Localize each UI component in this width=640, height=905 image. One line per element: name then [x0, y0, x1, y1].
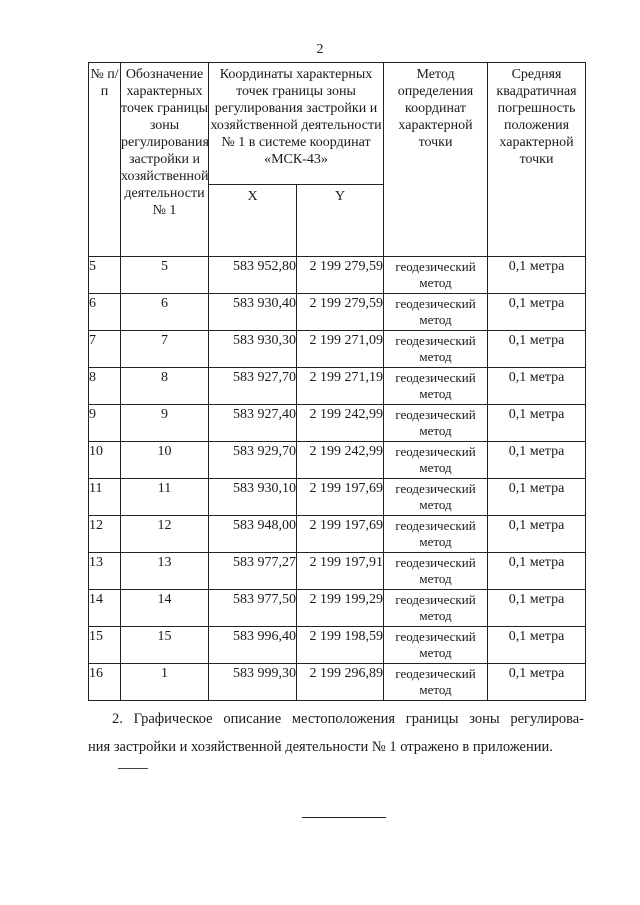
- cell-coordinate-y: 2 199 279,59: [297, 294, 384, 331]
- table-row: [89, 331, 586, 368]
- cell-method: геодезический метод: [384, 553, 488, 590]
- paragraph-line-2: ния застройки и хозяйственной деятельности № 1 отражено в приложении.: [88, 739, 553, 755]
- cell-number: 13: [89, 553, 121, 590]
- header-designation: Обозначение характерных точек границы зоны регулирования застройки и хозяйственной деятельности № 1: [121, 63, 209, 257]
- cell-method: геодезический метод: [384, 664, 488, 701]
- cell-coordinate-y: 2 199 279,59: [297, 257, 384, 294]
- cell-accuracy: 0,1 метра: [488, 331, 586, 368]
- page-number: 2: [316, 42, 324, 57]
- cell-point-designation: 7: [121, 331, 209, 368]
- cell-coordinate-y: 2 199 271,09: [297, 331, 384, 368]
- cell-accuracy: 0,1 метра: [488, 664, 586, 701]
- cell-coordinate-x: 583 930,40: [209, 294, 297, 331]
- table-row: [89, 257, 586, 294]
- cell-number: 10: [89, 442, 121, 479]
- cell-method: геодезический метод: [384, 257, 488, 294]
- cell-method: геодезический метод: [384, 405, 488, 442]
- cell-coordinate-y: 2 199 197,69: [297, 479, 384, 516]
- cell-coordinate-y: 2 199 198,59: [297, 627, 384, 664]
- cell-accuracy: 0,1 метра: [488, 590, 586, 627]
- cell-accuracy: 0,1 метра: [488, 479, 586, 516]
- cell-coordinate-x: 583 996,40: [209, 627, 297, 664]
- cell-accuracy: 0,1 метра: [488, 368, 586, 405]
- cell-point-designation: 15: [121, 627, 209, 664]
- cell-number: 5: [89, 257, 121, 294]
- header-y: Y: [297, 185, 384, 257]
- table-row: [89, 627, 586, 664]
- cell-coordinate-y: 2 199 271,19: [297, 368, 384, 405]
- table-row: [89, 405, 586, 442]
- cell-point-designation: 10: [121, 442, 209, 479]
- table-row: [89, 553, 586, 590]
- cell-number: 7: [89, 331, 121, 368]
- cell-coordinate-y: 2 199 197,91: [297, 553, 384, 590]
- header-method: Метод определения координат характерной точки: [384, 63, 488, 257]
- cell-coordinate-x: 583 930,10: [209, 479, 297, 516]
- header-x: X: [209, 185, 297, 257]
- cell-coordinate-x: 583 930,30: [209, 331, 297, 368]
- margin-mark: [118, 768, 148, 769]
- cell-coordinate-x: 583 929,70: [209, 442, 297, 479]
- table-row: [89, 516, 586, 553]
- cell-number: 8: [89, 368, 121, 405]
- cell-point-designation: 11: [121, 479, 209, 516]
- cell-method: геодезический метод: [384, 368, 488, 405]
- cell-point-designation: 5: [121, 257, 209, 294]
- cell-coordinate-y: 2 199 199,29: [297, 590, 384, 627]
- cell-coordinate-y: 2 199 197,69: [297, 516, 384, 553]
- cell-number: 11: [89, 479, 121, 516]
- header-num: № п/п: [89, 63, 121, 257]
- cell-coordinate-x: 583 927,40: [209, 405, 297, 442]
- cell-coordinate-x: 583 948,00: [209, 516, 297, 553]
- cell-method: геодезический метод: [384, 590, 488, 627]
- cell-point-designation: 9: [121, 405, 209, 442]
- cell-coordinate-y: 2 199 242,99: [297, 405, 384, 442]
- cell-point-designation: 1: [121, 664, 209, 701]
- table-row: [89, 590, 586, 627]
- header-accuracy: Средняя квадратичная погрешность положения характерной точки: [488, 63, 586, 257]
- cell-point-designation: 13: [121, 553, 209, 590]
- cell-number: 9: [89, 405, 121, 442]
- cell-method: геодезический метод: [384, 627, 488, 664]
- cell-method: геодезический метод: [384, 331, 488, 368]
- header-coordinates: Координаты характерных точек границы зоны регулирования застройки и хозяйственной деятельности № 1 в системе координат «МСК-43»: [209, 63, 384, 185]
- paragraph-line-1: 2. Графическое описание местоположения границы зоны регулирова-: [112, 711, 584, 727]
- cell-number: 14: [89, 590, 121, 627]
- cell-number: 6: [89, 294, 121, 331]
- table-row: [89, 442, 586, 479]
- cell-coordinate-x: 583 977,50: [209, 590, 297, 627]
- cell-number: 12: [89, 516, 121, 553]
- cell-accuracy: 0,1 метра: [488, 627, 586, 664]
- cell-coordinate-y: 2 199 296,89: [297, 664, 384, 701]
- cell-coordinate-x: 583 952,80: [209, 257, 297, 294]
- cell-coordinate-x: 583 999,30: [209, 664, 297, 701]
- cell-method: геодезический метод: [384, 294, 488, 331]
- cell-method: геодезический метод: [384, 516, 488, 553]
- paragraph-graphic-description: [88, 705, 584, 761]
- coordinates-table: [88, 62, 586, 701]
- cell-point-designation: 12: [121, 516, 209, 553]
- table-body: [89, 257, 586, 701]
- table-row: [89, 368, 586, 405]
- cell-accuracy: 0,1 метра: [488, 405, 586, 442]
- cell-point-designation: 8: [121, 368, 209, 405]
- cell-coordinate-x: 583 977,27: [209, 553, 297, 590]
- cell-point-designation: 6: [121, 294, 209, 331]
- cell-coordinate-x: 583 927,70: [209, 368, 297, 405]
- cell-accuracy: 0,1 метра: [488, 257, 586, 294]
- cell-accuracy: 0,1 метра: [488, 442, 586, 479]
- cell-number: 15: [89, 627, 121, 664]
- cell-point-designation: 14: [121, 590, 209, 627]
- cell-number: 16: [89, 664, 121, 701]
- end-of-document-rule: [302, 817, 386, 818]
- cell-coordinate-y: 2 199 242,99: [297, 442, 384, 479]
- cell-method: геодезический метод: [384, 479, 488, 516]
- cell-accuracy: 0,1 метра: [488, 553, 586, 590]
- table-row: [89, 479, 586, 516]
- table-row: [89, 294, 586, 331]
- cell-method: геодезический метод: [384, 442, 488, 479]
- table-row: [89, 664, 586, 701]
- cell-accuracy: 0,1 метра: [488, 294, 586, 331]
- cell-accuracy: 0,1 метра: [488, 516, 586, 553]
